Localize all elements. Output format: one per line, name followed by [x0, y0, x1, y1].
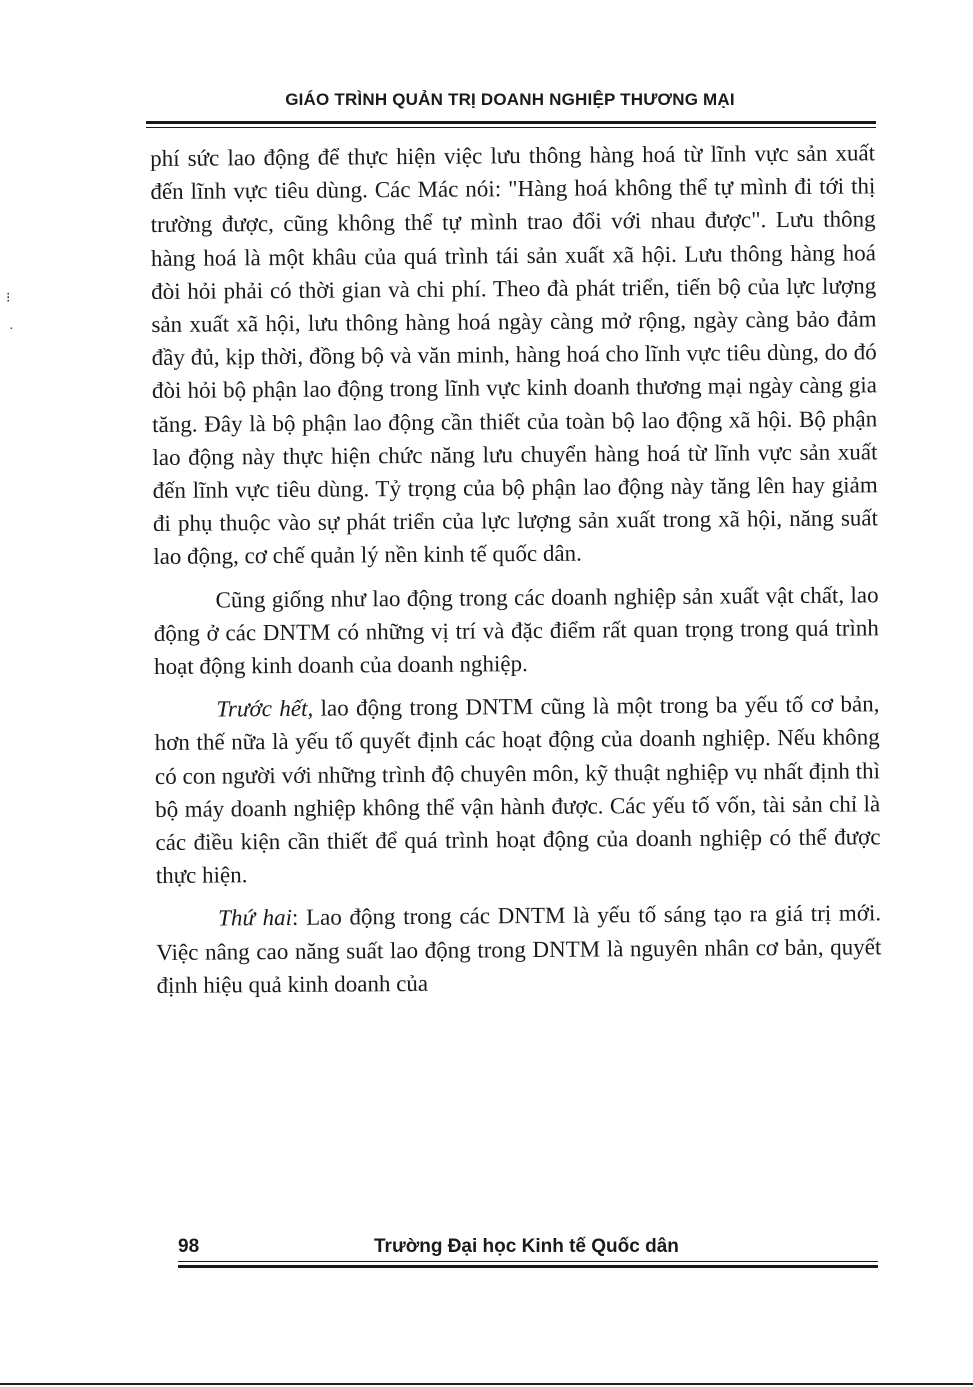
- footer-title: Trường Đại học Kinh tế Quốc dân: [374, 1236, 679, 1257]
- footer-rule-thick: [178, 1265, 878, 1268]
- margin-speck: ·: [9, 322, 14, 337]
- margin-speck: ⁝: [6, 291, 11, 306]
- paragraph-text: lao động trong DNTM cũng là một trong ba yếu tố cơ bản, hơn thế nữa là yếu tố quyết định các hoạt động của doanh nghiệp. Nếu không có con người với những trình độ chuyên môn, kỹ thuật nghiệp vụ nhất định thì bộ máy doanh nghiệp không thể vận hành được. Các yếu tố vốn, tài sản chỉ là các điều kiện cần thiết để quá trình hoạt động của doanh nghiệp có thể được thực hiện.: [154, 691, 881, 889]
- header-rule-thick: [146, 121, 876, 124]
- running-header: GIÁO TRÌNH QUẢN TRỊ DOANH NGHIỆP THƯƠNG MẠI: [285, 90, 735, 109]
- paragraph: Cũng giống như lao động trong các doanh nghiệp sản xuất vật chất, lao động ở các DNTM có những vị trí và đặc điểm rất quan trọng trong quá trình hoạt động kinh doanh của doanh nghiệp.: [153, 581, 879, 680]
- body-text: [150, 136, 882, 1002]
- page-number: 98: [178, 1236, 200, 1257]
- footer-rule-thin: [178, 1261, 878, 1262]
- paragraph: [154, 688, 881, 893]
- header-rule-thin: [146, 127, 876, 128]
- paragraph: phí sức lao động để thực hiện việc lưu thông hàng hoá từ lĩnh vực sản xuất đến lĩnh vực tiêu dùng. Các Mác nói: "Hàng hoá không thể tự mình đi tới thị trường được, cũng không thể tự mình trao đổi với nhau được". Lưu thông hàng hoá là một khâu của quá trình tái sản xuất xã hội. Lưu thông hàng hoá đòi hỏi phải có thời gian và chi phí. Theo đà phát triển, tiến bộ của lực lượng sản xuất xã hội, lưu thông hàng hoá ngày càng mở rộng, ngày càng bảo đảm đầy đủ, kịp thời, đồng bộ và văn minh, hàng hoá cho lĩnh vực tiêu dùng, do đó đòi hỏi bộ phận lao động trong lĩnh vực kinh doanh thương mại ngày càng gia tăng. Đây là bộ phận lao động cần thiết của toàn bộ lao động xã hội. Bộ phận lao động này thực hiện chức năng lưu chuyển hàng hoá từ lĩnh vực sản xuất đến lĩnh vực tiêu dùng. Tỷ trọng của bộ phận lao động này tăng lên hay giảm đi phụ thuộc vào sự phát triển của lực lượng sản xuất trong xã hội, năng suất lao động, cơ chế quản lý nền kinh tế quốc dân.: [150, 140, 879, 570]
- paragraph-text: : Lao động trong các DNTM là yếu tố sáng tạo ra giá trị mới. Việc nâng cao năng suất lao động trong DNTM là nguyên nhân cơ bản, quyết định hiệu quả kinh doanh của: [156, 900, 882, 998]
- scan-edge: [0, 1383, 973, 1385]
- paragraph: [156, 897, 882, 1002]
- paragraph-lead: Thứ hai: [218, 905, 293, 931]
- paragraph-lead: Trước hết,: [216, 695, 314, 722]
